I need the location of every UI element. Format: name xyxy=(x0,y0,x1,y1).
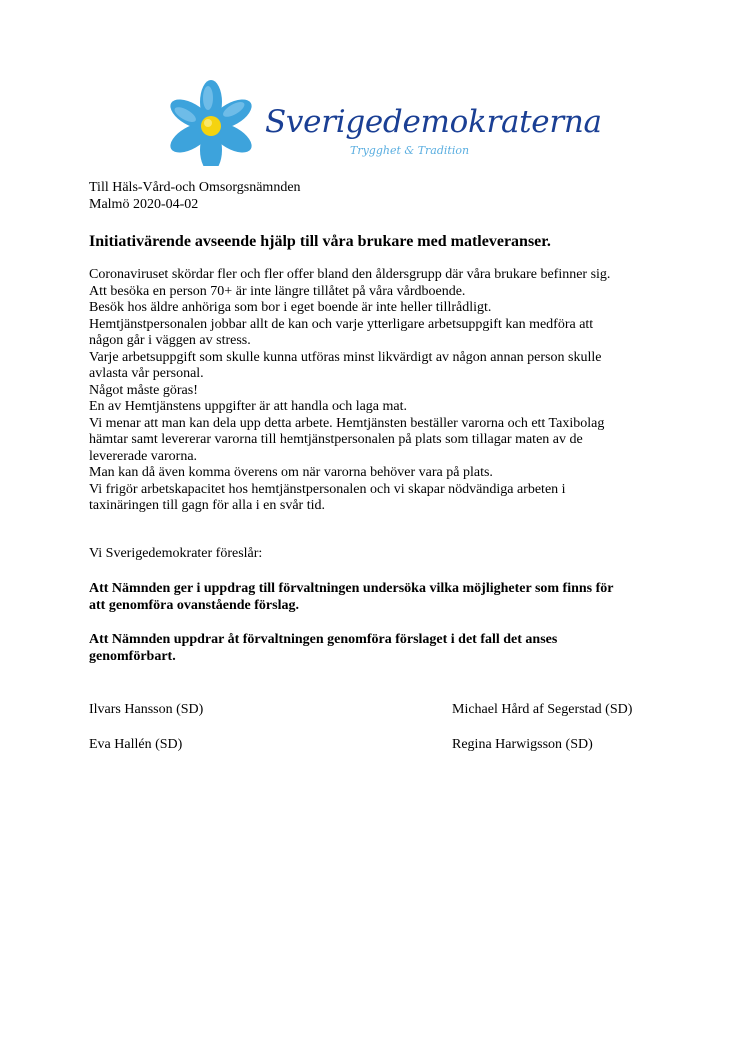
signature-name: Michael Hård af Segerstad (SD) xyxy=(452,702,633,717)
body-text xyxy=(89,267,689,515)
body-line: avlasta vår personal. xyxy=(89,366,204,381)
logo-tagline: Trygghet & Tradition xyxy=(350,144,470,157)
body-line: En av Hemtjänstens uppgifter är att handla och laga mat. xyxy=(89,399,408,414)
body-line: Något måste göras! xyxy=(89,382,198,398)
proposal-1 xyxy=(89,581,689,614)
body-line: levererade varorna. xyxy=(89,448,198,464)
proposal-line: Att Nämnden ger i uppdrag till förvaltningen undersöka vilka möjligheter som finns för xyxy=(89,581,614,596)
party-logo xyxy=(165,80,602,170)
recipient-block xyxy=(89,180,689,213)
signature-name: Eva Hallén (SD) xyxy=(89,737,183,752)
body-line: hämtar samt levererar varorna till hemtjänstpersonalen på plats som tillagar maten av de xyxy=(89,432,583,447)
place-date-line: Malmö 2020-04-02 xyxy=(89,196,199,212)
logo-wordmark: Sverigedemokraterna xyxy=(265,104,602,140)
body-line: någon går i väggen av stress. xyxy=(89,333,251,348)
body-line: Vi menar att man kan dela upp detta arbete. Hemtjänsten beställer varorna och ett Taxibolag xyxy=(89,415,605,431)
body-line: Vi frigör arbetskapacitet hos hemtjänstpersonalen och vi skapar nödvändiga arbeten i xyxy=(89,481,566,497)
flower-center xyxy=(201,116,221,136)
body-line: Hemtjänstpersonalen jobbar allt de kan och varje ytterligare arbetsuppgift kan medföra att xyxy=(89,316,594,332)
body-line: Coronaviruset skördar fler och fler offer bland den åldersgrupp där våra brukare befinner sig. xyxy=(89,267,611,282)
proposal-line: att genomföra ovanstående förslag. xyxy=(89,597,299,613)
body-line: taxinäringen till gagn för alla i en svår tid. xyxy=(89,498,325,513)
flower-logo-icon xyxy=(165,80,265,166)
body-line: Besök hos äldre anhöriga som bor i eget boende är inte heller tillrådligt. xyxy=(89,300,492,315)
signature-name: Regina Harwigsson (SD) xyxy=(452,737,593,752)
recipient-line: Till Häls-Vård-och Omsorgsnämnden xyxy=(89,180,301,195)
proposal-line: Att Nämnden uppdrar åt förvaltningen genomföra förslaget i det fall det anses xyxy=(89,632,558,647)
proposal-2 xyxy=(89,632,689,665)
body-line: Man kan då även komma överens om när varorna behöver vara på plats. xyxy=(89,465,493,480)
proposal-intro: Vi Sverigedemokrater föreslår: xyxy=(89,546,263,561)
signature-name: Ilvars Hansson (SD) xyxy=(89,702,204,717)
document-title: Initiativärende avseende hjälp till våra brukare med matleveranser. xyxy=(89,233,551,250)
proposal-line: genomförbart. xyxy=(89,648,176,664)
body-line: Att besöka en person 70+ är inte längre tillåtet på våra vårdboende. xyxy=(89,283,466,299)
body-line: Varje arbetsuppgift som skulle kunna utföras minst likvärdigt av någon annan person skulle xyxy=(89,349,602,365)
